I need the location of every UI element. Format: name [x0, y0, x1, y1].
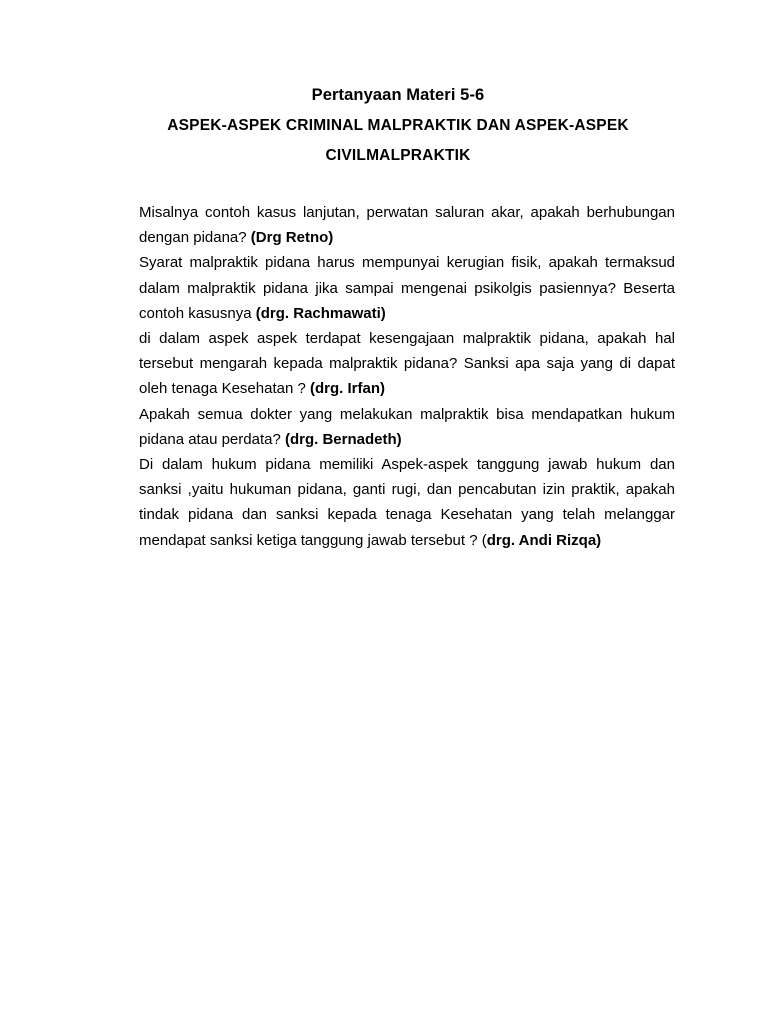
question-text: Di dalam hukum pidana memiliki Aspek-aspek tanggung jawab hukum dan sanksi ,yaitu hukuman pidana, ganti rugi, dan pencabutan izin praktik, apakah tindak pidana dan sanksi kepada tenaga Kesehatan yang telah melanggar mendapat sanksi ketiga tanggung jawab tersebut ? ( [139, 456, 675, 549]
question-text: Apakah semua dokter yang melakukan malpraktik bisa mendapatkan hukum pidana atau perdata? [139, 405, 675, 448]
question-item [139, 326, 675, 402]
question-author: (drg. Rachmawati) [255, 304, 386, 322]
question-text: Syarat malpraktik pidana harus mempunyai kerugian fisik, apakah termaksud dalam malpraktik pidana jika sampai mengenai psikolgis pasiennya? Beserta contoh kasusnya [139, 254, 675, 322]
question-author: drg. Andi Rizqa) [486, 531, 602, 549]
question-item [139, 250, 675, 326]
question-author: (Drg Retno) [250, 229, 334, 247]
document-subtitle-line-1: ASPEK-ASPEK CRIMINAL MALPRAKTIK DAN ASPEK-ASPEK [167, 117, 629, 134]
question-item [139, 402, 675, 452]
document-title: Pertanyaan Materi 5-6 [311, 86, 485, 104]
question-item [139, 452, 675, 553]
question-author: (drg. Bernadeth) [284, 430, 402, 448]
question-author: (drg. Irfan) [309, 380, 385, 398]
question-list [139, 200, 675, 553]
question-item [139, 200, 675, 250]
question-text: Misalnya contoh kasus lanjutan, perwatan saluran akar, apakah berhubungan dengan pidana? [139, 204, 675, 247]
question-text: di dalam aspek aspek terdapat kesengajaan malpraktik pidana, apakah hal tersebut mengarah kepada malpraktik pidana? Sanksi apa saja yang di dapat oleh tenaga Kesehatan ? [139, 330, 675, 398]
document-subtitle-line-2: CIVILMALPRAKTIK [325, 147, 471, 164]
